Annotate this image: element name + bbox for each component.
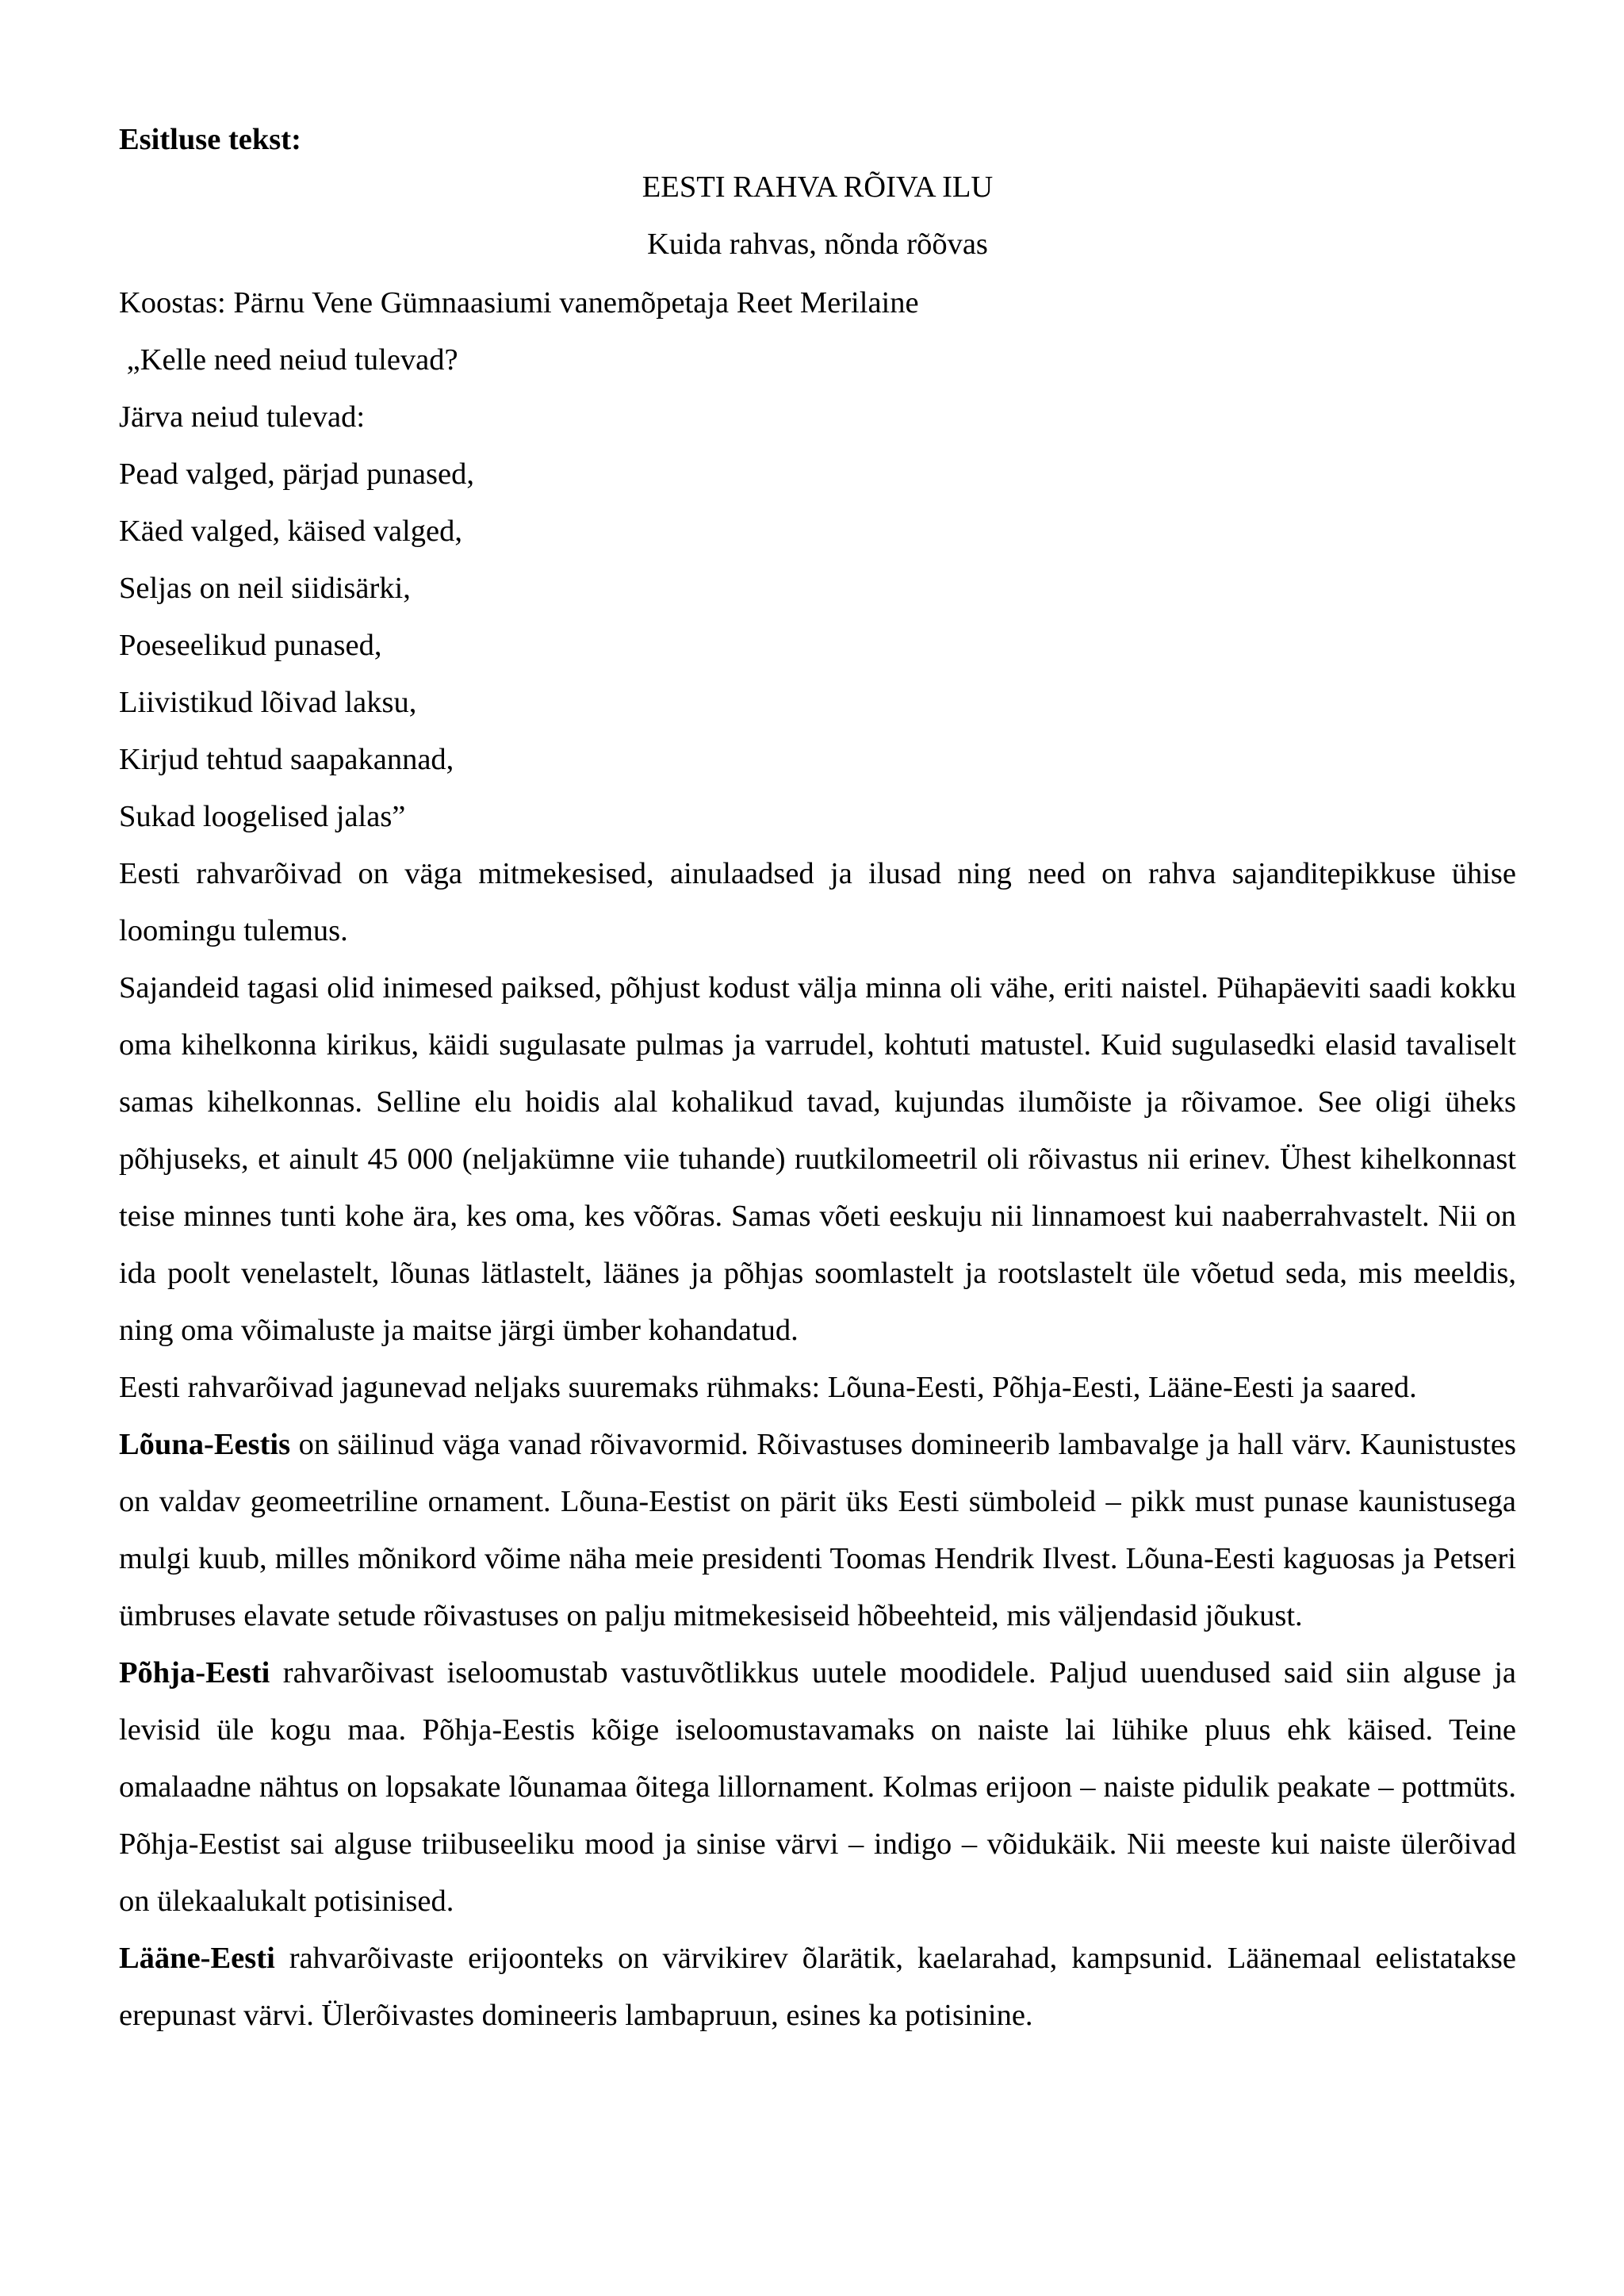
paragraph-south-estonia bbox=[119, 1416, 1516, 1644]
paragraph-north-estonia bbox=[119, 1644, 1516, 1930]
paragraph-groups: Eesti rahvarõivad jagunevad neljaks suuremaks rühmaks: Lõuna-Eesti, Põhja-Eesti, Lääne-Eesti ja saared. bbox=[119, 1371, 1417, 1404]
poem-line: Liivistikud lõivad laksu, bbox=[119, 686, 417, 719]
paragraph-text: rahvarõivaste erijoonteks on värvikirev õlarätik, kaelarahad, kampsunid. Läänemaal eelistatakse erepunast värvi. Ülerõivastes domineeris lambapruun, esines ka potisinine. bbox=[119, 1942, 1516, 2032]
presentation-label: Esitluse tekst: bbox=[119, 123, 301, 156]
paragraph-intro: Eesti rahvarõivad on väga mitmekesised, ainulaadsed ja ilusad ning need on rahva sajanditepikkuse ühise loomingu tulemus. bbox=[119, 857, 1516, 947]
poem-line: Seljas on neil siidisärki, bbox=[119, 572, 411, 605]
author-line: Koostas: Pärnu Vene Gümnaasiumi vanemõpetaja Reet Merilaine bbox=[119, 286, 919, 320]
paragraph-history: Sajandeid tagasi olid inimesed paiksed, põhjust kodust välja minna oli vähe, eriti naistel. Pühapäeviti saadi kokku oma kihelkonna kirikus, käidi sugulasate pulmas ja varrudel, kohtuti matustel. Kuid sugulasedki elasid tavaliselt samas kihelkonnas. Selline elu hoidis alal kohalikud tavad, kujundas ilumõiste ja rõivamoe. See oligi üheks põhjuseks, et ainult 45 000 (neljakümne viie tuhande) ruutkilomeetril oli rõivastus nii erinev. Ühest kihelkonnast teise minnes tunti kohe ära, kes oma, kes võõras. Samas võeti eeskuju nii linnamoest kui naaberrahvastelt. Nii on ida poolt venelastelt, lõunas lätlastelt, läänes ja põhjas soomlastelt ja rootslastelt üle võetud seda, mis meeldis, ning oma võimaluste ja maitse järgi ümber kohandatud. bbox=[119, 971, 1516, 1347]
paragraph-text: on säilinud väga vanad rõivavormid. Rõivastuses domineerib lambavalge ja hall värv. Kaunistustes on valdav geomeetriline ornament. Lõuna-Eestist on pärit üks Eesti sümboleid – pikk must punase kaunistusega mulgi kuub, milles mõnikord võime näha meie presidenti Toomas Hendrik Ilvest. Lõuna-Eesti kaguosas ja Petseri ümbruses elavate setude rõivastuses on palju mitmekesiseid hõbeehteid, mis väljendasid jõukust. bbox=[119, 1428, 1516, 1632]
document-subtitle: Kuida rahvas, nõnda rõõvas bbox=[647, 228, 988, 261]
document-title: EESTI RAHVA RÕIVA ILU bbox=[642, 170, 994, 204]
document-page bbox=[119, 116, 1516, 2044]
paragraph-text: rahvarõivast iseloomustab vastuvõtlikkus uutele moodidele. Paljud uuendused said siin alguse ja levisid üle kogu maa. Põhja-Eestis kõige iseloomustavamaks on naiste lai lühike pluus ehk käised. Teine omalaadne nähtus on lopsakate lõunamaa õitega lillornament. Kolmas erijoon – naiste pidulik peakate – pottmüts. Põhja-Eestist sai alguse triibuseeliku mood ja sinise värvi – indigo – võidukäik. Nii meeste kui naiste ülerõivad on ülekaalukalt potisinised. bbox=[119, 1656, 1516, 1918]
region-name-west: Lääne-Eesti bbox=[119, 1942, 275, 1975]
paragraph-west-estonia bbox=[119, 1930, 1516, 2044]
poem-line: Sukad loogelised jalas” bbox=[119, 800, 406, 833]
region-name-south: Lõuna-Eestis bbox=[119, 1428, 291, 1461]
poem-line: Järva neiud tulevad: bbox=[119, 400, 366, 434]
poem-line: Pead valged, pärjad punased, bbox=[119, 457, 474, 491]
poem-line: Kirjud tehtud saapakannad, bbox=[119, 743, 454, 776]
region-name-north: Põhja-Eesti bbox=[119, 1656, 270, 1689]
folk-poem bbox=[119, 331, 1516, 845]
poem-line: Poeseelikud punased, bbox=[119, 629, 382, 662]
poem-line: Käed valged, käised valged, bbox=[119, 515, 462, 548]
poem-line: „Kelle need neiud tulevad? bbox=[119, 343, 458, 377]
